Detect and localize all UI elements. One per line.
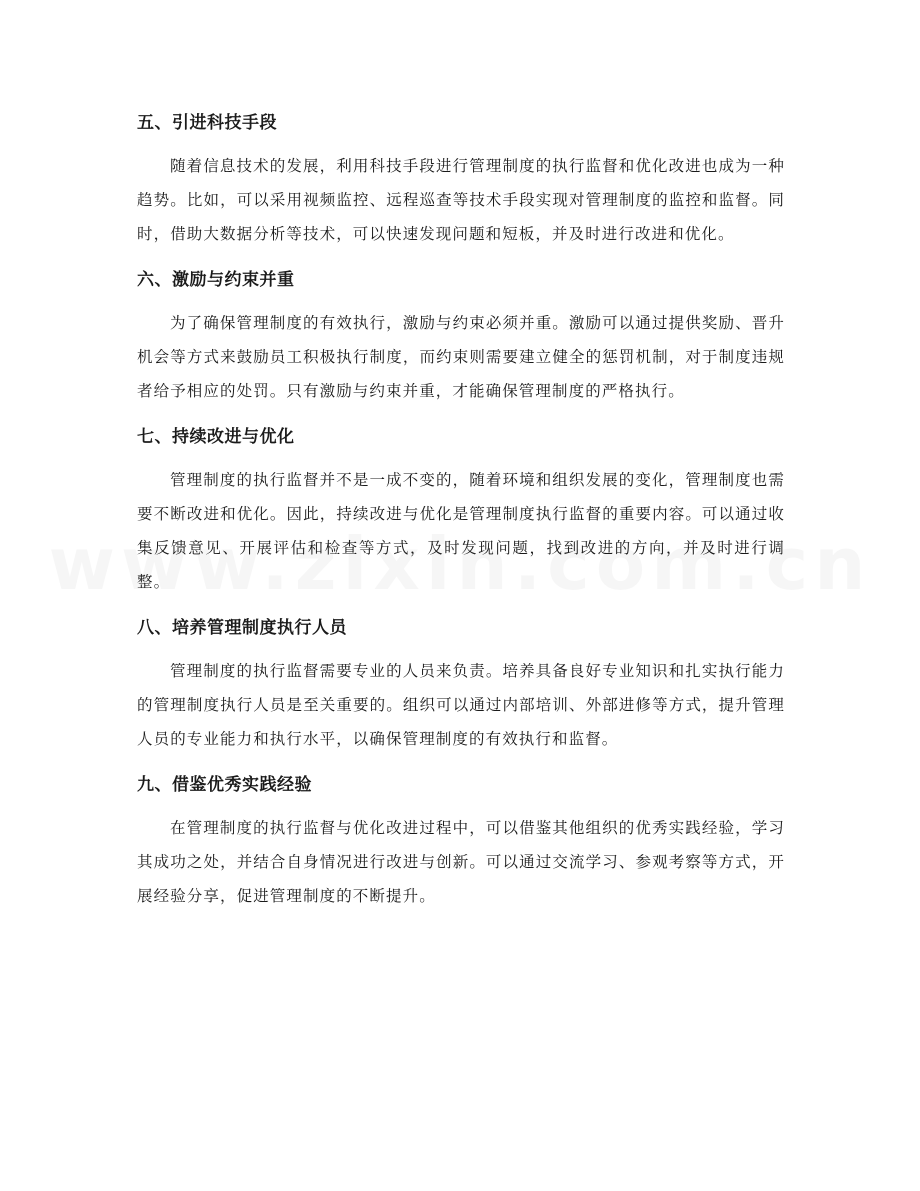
section-heading: 六、激励与约束并重: [137, 270, 295, 290]
section-5: [137, 104, 785, 251]
section-8: [137, 609, 785, 756]
section-9: [137, 766, 785, 913]
section-7: [137, 418, 785, 599]
document-body: [137, 104, 785, 923]
section-paragraph: 为了确保管理制度的有效执行，激励与约束必须并重。激励可以通过提供奖励、晋升机会等方式来鼓励员工积极执行制度，而约束则需要建立健全的惩罚机制，对于制度违规者给予相应的处罚。只有激励与约束并重，才能确保管理制度的严格执行。: [137, 314, 785, 400]
section-heading: 五、引进科技手段: [137, 113, 277, 133]
section-heading: 七、持续改进与优化: [137, 427, 295, 447]
section-heading: 八、培养管理制度执行人员: [137, 618, 347, 638]
section-paragraph: 管理制度的执行监督并不是一成不变的，随着环境和组织发展的变化，管理制度也需要不断改进和优化。因此，持续改进与优化是管理制度执行监督的重要内容。可以通过收集反馈意见、开展评估和检查等方式，及时发现问题，找到改进的方向，并及时进行调整。: [137, 471, 785, 591]
section-6: [137, 261, 785, 408]
section-paragraph: 随着信息技术的发展，利用科技手段进行管理制度的执行监督和优化改进也成为一种趋势。比如，可以采用视频监控、远程巡查等技术手段实现对管理制度的监控和监督。同时，借助大数据分析等技术，可以快速发现问题和短板，并及时进行改进和优化。: [137, 157, 785, 243]
section-paragraph: 在管理制度的执行监督与优化改进过程中，可以借鉴其他组织的优秀实践经验，学习其成功之处，并结合自身情况进行改进与创新。可以通过交流学习、参观考察等方式，开展经验分享，促进管理制度的不断提升。: [137, 819, 785, 905]
section-paragraph: 管理制度的执行监督需要专业的人员来负责。培养具备良好专业知识和扎实执行能力的管理制度执行人员是至关重要的。组织可以通过内部培训、外部进修等方式，提升管理人员的专业能力和执行水平，以确保管理制度的有效执行和监督。: [137, 662, 785, 748]
section-heading: 九、借鉴优秀实践经验: [137, 775, 312, 795]
